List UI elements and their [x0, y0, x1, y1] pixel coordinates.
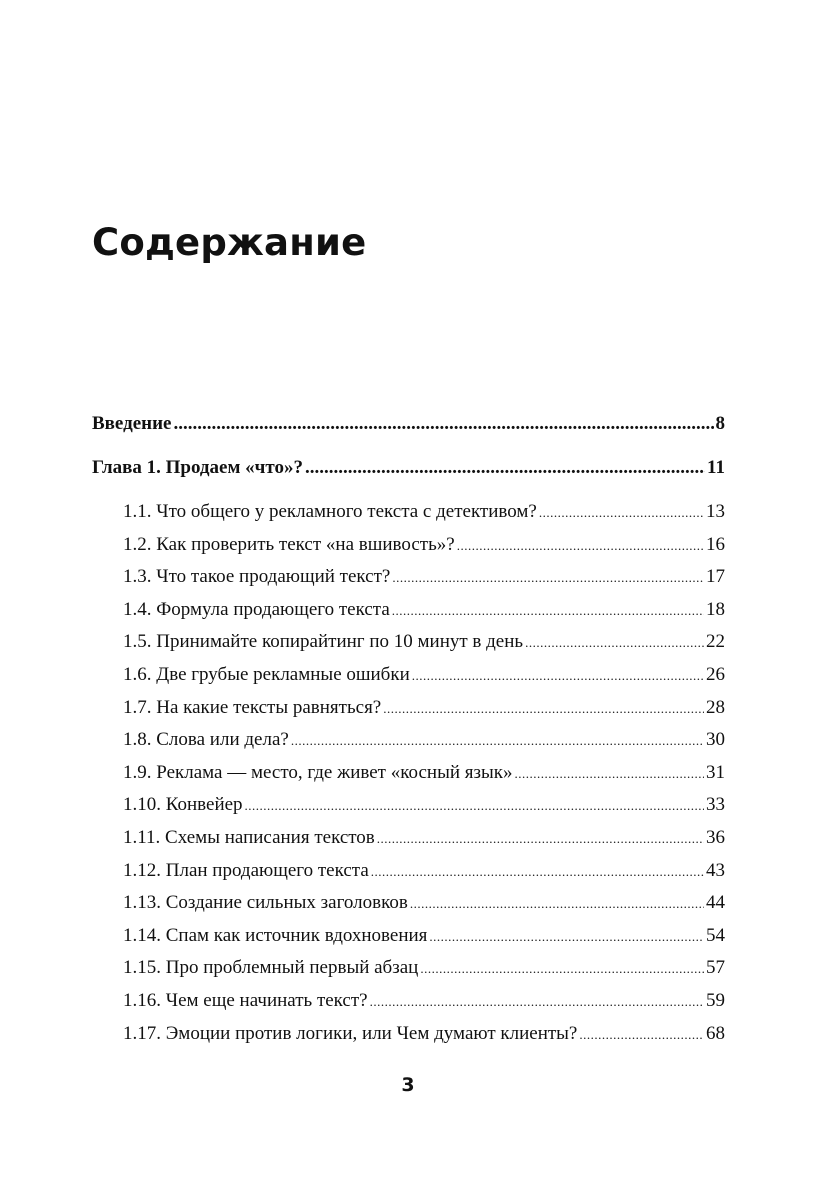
toc-entry-section	[92, 855, 725, 888]
toc-entry-chapter-1	[92, 452, 725, 496]
dot-leader	[457, 530, 704, 563]
dot-leader	[420, 953, 704, 986]
table-of-contents	[92, 408, 725, 1050]
toc-entry-label: 1.9. Реклама — место, где живет «косный язык»	[123, 761, 513, 783]
toc-entry-page: 36	[706, 826, 725, 848]
toc-entry-page: 26	[706, 663, 725, 685]
toc-entry-label: 1.1. Что общего у рекламного текста с детективом?	[123, 501, 537, 522]
dot-leader	[515, 758, 705, 791]
toc-entry-page: 18	[706, 598, 725, 620]
dot-leader	[539, 497, 704, 530]
toc-entry-page: 16	[706, 533, 725, 555]
toc-entry-label: 1.13. Создание сильных заголовков	[123, 892, 408, 914]
toc-entry-section	[92, 659, 725, 692]
toc-entry-page: 54	[706, 924, 725, 946]
toc-entry-label: 1.12. План продающего текста	[123, 859, 369, 881]
toc-entry-page: 57	[706, 957, 725, 979]
toc-entry-label: 1.4. Формула продающего текста	[123, 598, 390, 620]
toc-entry-section	[92, 887, 725, 920]
toc-entry-section	[92, 952, 725, 985]
toc-entry-label: 1.3. Что такое продающий текст?	[123, 566, 391, 588]
toc-entry-page: 44	[706, 892, 725, 914]
dot-leader	[370, 986, 704, 1019]
toc-entry-label: 1.10. Конвейер	[123, 794, 243, 816]
toc-entry-page: 68	[706, 1022, 725, 1044]
dot-leader	[429, 921, 704, 954]
toc-entry-label: 1.5. Принимайте копирайтинг по 10 минут в день	[123, 631, 524, 653]
toc-entry-section	[92, 594, 725, 627]
toc-entry-section	[92, 496, 725, 529]
dot-leader	[412, 660, 704, 693]
toc-entry-intro	[92, 408, 725, 452]
toc-entry-label: 1.15. Про проблемный первый абзац	[123, 957, 419, 979]
toc-entry-page: 8	[715, 413, 725, 434]
toc-entry-section	[92, 724, 725, 757]
toc-entry-page: 13	[706, 501, 725, 522]
toc-entry-page: 31	[706, 761, 725, 783]
toc-entry-section	[92, 1018, 725, 1051]
toc-entry-label: Введение	[92, 413, 172, 434]
toc-entry-label: 1.6. Две грубые рекламные ошибки	[123, 663, 410, 685]
dot-leader	[305, 452, 705, 484]
toc-entry-section	[92, 822, 725, 855]
toc-entry-section	[92, 692, 725, 725]
toc-entry-page: 22	[706, 631, 725, 653]
toc-entry-page: 30	[706, 729, 725, 751]
toc-entry-page: 59	[706, 989, 725, 1011]
dot-leader	[245, 790, 704, 823]
toc-entry-label: 1.2. Как проверить текст «на вшивость»?	[123, 533, 455, 555]
toc-entry-section	[92, 626, 725, 659]
toc-entry-page: 43	[706, 859, 725, 881]
page-title: Содержание	[92, 221, 367, 264]
page-number: 3	[401, 1074, 415, 1096]
toc-entry-page: 33	[706, 794, 725, 816]
toc-entry-page: 28	[706, 696, 725, 718]
dot-leader	[392, 562, 704, 595]
dot-leader	[383, 693, 704, 726]
dot-leader	[525, 627, 704, 660]
toc-entry-label: 1.8. Слова или дела?	[123, 729, 289, 751]
dot-leader	[392, 595, 704, 628]
toc-entry-section	[92, 985, 725, 1018]
dot-leader	[291, 725, 704, 758]
dot-leader	[410, 888, 704, 921]
toc-entry-page: 11	[707, 457, 725, 478]
toc-entry-label: 1.11. Схемы написания текстов	[123, 826, 375, 848]
toc-entry-section	[92, 920, 725, 953]
dot-leader	[579, 1019, 704, 1052]
toc-entry-label: 1.16. Чем еще начинать текст?	[123, 989, 368, 1011]
toc-entry-label: Глава 1. Продаем «что»?	[92, 457, 303, 478]
toc-entry-label: 1.17. Эмоции против логики, или Чем думают клиенты?	[123, 1022, 578, 1044]
toc-entry-section	[92, 757, 725, 790]
toc-entry-label: 1.14. Спам как источник вдохновения	[123, 924, 428, 946]
toc-entry-page: 17	[706, 566, 725, 588]
toc-entry-section	[92, 561, 725, 594]
dot-leader	[371, 856, 704, 889]
toc-entry-section	[92, 789, 725, 822]
toc-entry-label: 1.7. На какие тексты равняться?	[123, 696, 382, 718]
dot-leader	[174, 408, 714, 440]
dot-leader	[377, 823, 704, 856]
toc-entry-section	[92, 529, 725, 562]
